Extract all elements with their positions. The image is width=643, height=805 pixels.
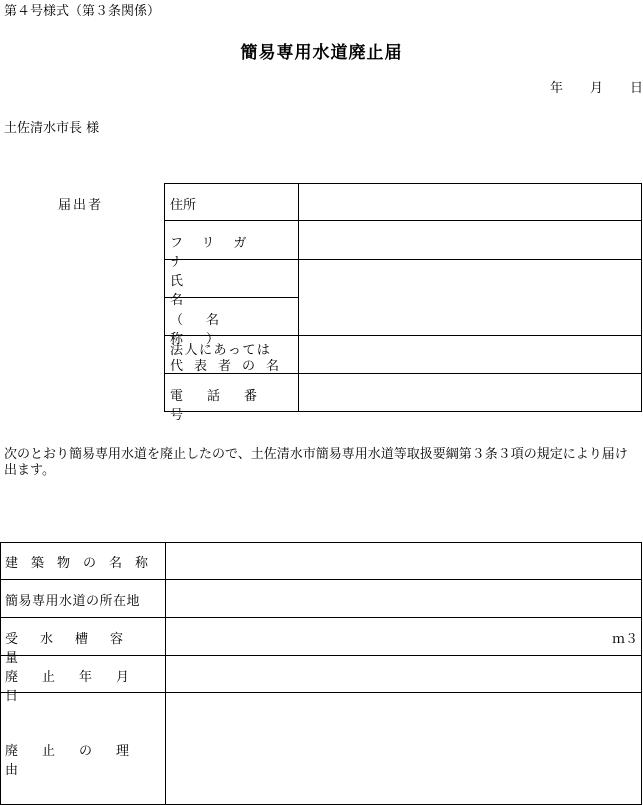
reason-label: 廃止の理由 <box>5 744 154 778</box>
tank-capacity-unit: ｍ３ <box>612 632 639 647</box>
tank-capacity-label: 受水槽容量 <box>5 632 146 666</box>
document-title: 簡易専用水道廃止届 <box>240 43 403 63</box>
abolish-date-label: 廃止年月日 <box>5 670 154 704</box>
furigana-label: フリガナ <box>170 236 266 270</box>
applicant-row-line <box>164 220 642 221</box>
date-year-label: 年 <box>550 81 564 96</box>
building-name-label: 建築物の名称 <box>5 556 162 571</box>
statement-text: 次のとおり簡易専用水道を廃止したので、土佐清水市簡易専用水道等取扱要綱第３条３項の規定により届け出ます。 <box>4 447 628 478</box>
details-row-line <box>0 617 642 618</box>
details-row-line <box>0 579 642 580</box>
representative-label-line1: 法人にあっては <box>170 343 272 358</box>
applicant-label: 届出者 <box>58 198 104 213</box>
date-month-label: 月 <box>589 81 603 96</box>
phone-label: 電話番号 <box>170 389 282 423</box>
representative-label-line2: 代表者の名 <box>170 359 291 374</box>
details-table-divider <box>165 542 166 805</box>
address-label: 住所 <box>170 198 197 213</box>
addressee: 土佐清水市長 様 <box>4 121 100 136</box>
date-line <box>550 77 643 96</box>
name-label: 氏名 <box>170 274 282 308</box>
location-label: 簡易専用水道の所在地 <box>5 594 141 609</box>
name-alt-label: （名称） <box>170 313 243 347</box>
date-day-label: 日 <box>629 81 643 96</box>
form-number: 第４号様式（第３条関係） <box>4 4 161 19</box>
